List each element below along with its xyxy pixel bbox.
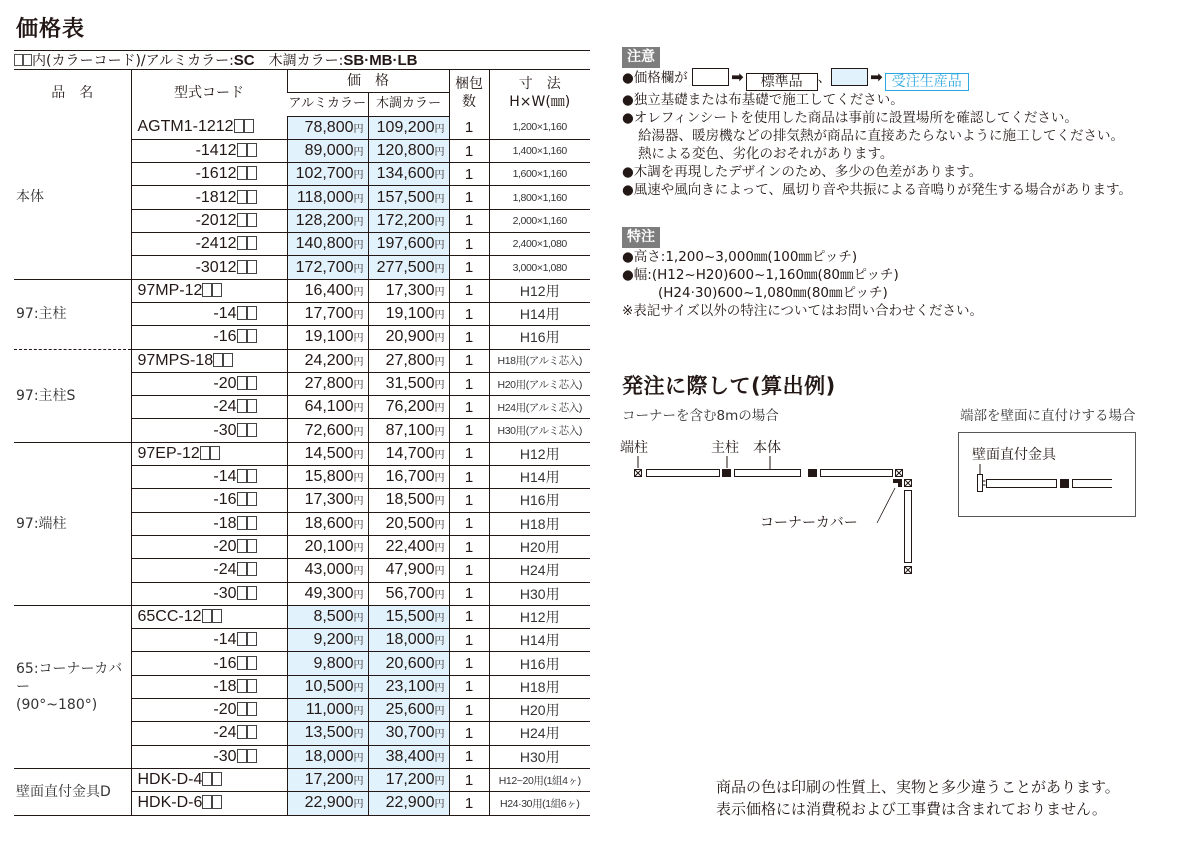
price-alu: 13,500円 (287, 722, 368, 745)
price-alu: 8,500円 (287, 605, 368, 628)
package-qty: 1 (449, 745, 489, 768)
model-code: -24 (131, 722, 287, 745)
header-name: 品 名 (14, 70, 131, 117)
package-qty: 1 (449, 675, 489, 698)
model-code: -30 (131, 582, 287, 605)
color-code-placeholder-icon (247, 586, 257, 600)
package-qty: 1 (449, 233, 489, 256)
model-code: -16 (131, 326, 287, 349)
main-post-icon (808, 469, 817, 477)
price-wood: 20,600円 (368, 652, 449, 675)
corner-layout-diagram (615, 430, 925, 580)
model-code: -14 (131, 629, 287, 652)
color-code-placeholder-icon (247, 492, 257, 506)
end-post-icon (635, 470, 642, 477)
note-item: ●独立基礎または布基礎で施工してください。 (622, 92, 904, 108)
color-code-placeholder-icon (237, 516, 247, 530)
price-wood: 20,500円 (368, 512, 449, 535)
price-wood: 157,500円 (368, 186, 449, 209)
wall-mount-diagram (958, 432, 1136, 517)
color-code-placeholder-icon (244, 119, 254, 133)
package-qty: 1 (449, 116, 489, 139)
price-wood: 19,100円 (368, 302, 449, 325)
main-post-label: 主柱 (711, 440, 739, 456)
model-code: -20 (131, 699, 287, 722)
package-qty: 1 (449, 699, 489, 722)
dimensions: H18用 (489, 675, 590, 698)
color-code-placeholder-icon (223, 353, 233, 367)
price-alu: 43,000円 (287, 559, 368, 582)
note-item: ●オレフィンシートを使用した商品は事前に設置場所を確認してください。 (622, 110, 1078, 126)
package-qty: 1 (449, 512, 489, 535)
price-wood: 14,700円 (368, 442, 449, 465)
model-code: 65CC-12 (131, 605, 287, 628)
price-alu: 102,700円 (287, 163, 368, 186)
price-alu: 118,000円 (287, 186, 368, 209)
color-code-placeholder-icon (247, 702, 257, 716)
standard-label: 標準品 (746, 73, 818, 91)
color-code-placeholder-icon (247, 539, 257, 553)
price-wood: 31,500円 (368, 372, 449, 395)
caution-label: 注意 (622, 47, 660, 68)
color-code-note: 内(カラーコード)/アルミカラー:SC 木調カラー:SB·MB·LB (14, 50, 590, 70)
corner-cover-label: コーナーカバー (760, 515, 858, 531)
price-alu: 72,600円 (287, 419, 368, 442)
price-wood: 22,900円 (368, 792, 449, 815)
product-name: 壁面直付金具D (14, 768, 131, 815)
model-code: -30 (131, 745, 287, 768)
package-qty: 1 (449, 326, 489, 349)
price-alu: 49,300円 (287, 582, 368, 605)
color-code-placeholder-icon (247, 632, 257, 646)
model-code: -2012 (131, 209, 287, 232)
special-width: ●幅:(H12~H20)600~1,160㎜(80㎜ピッチ) (622, 267, 899, 283)
color-code-placeholder-icon (247, 725, 257, 739)
model-code: HDK-D-4 (131, 768, 287, 791)
package-qty: 1 (449, 279, 489, 302)
color-code-placeholder-icon (237, 749, 247, 763)
corner-case-caption: コーナーを含む8mの場合 (622, 408, 779, 424)
price-wood: 18,500円 (368, 489, 449, 512)
color-code-placeholder-icon (247, 516, 257, 530)
price-alu: 17,300円 (287, 489, 368, 512)
package-qty: 1 (449, 768, 489, 791)
special-order-section (622, 227, 1182, 320)
color-code-placeholder-icon (237, 190, 247, 204)
price-alu: 18,000円 (287, 745, 368, 768)
price-alu: 78,800円 (287, 116, 368, 139)
body-label: 本体 (753, 440, 781, 456)
wall-bracket-label: 壁面直付金具 (972, 447, 1056, 463)
color-code-placeholder-icon (213, 353, 223, 367)
color-code-placeholder-icon (237, 213, 247, 227)
color-code-placeholder-icon (14, 54, 23, 66)
dimensions: H24用 (489, 559, 590, 582)
color-code-placeholder-icon (237, 166, 247, 180)
model-code: -3012 (131, 256, 287, 279)
wall-case-caption: 端部を壁面に直付けする場合 (960, 408, 1136, 424)
main-post-icon (1060, 479, 1069, 488)
model-code: AGTM1-1212 (131, 116, 287, 139)
price-wood: 172,200円 (368, 209, 449, 232)
note-item: 給湯器、暖房機などの排気熱が商品に直接あたらないように施工してください。 (638, 128, 1124, 144)
made-to-order-swatch (831, 68, 868, 86)
dimensions: H24用 (489, 722, 590, 745)
color-code-placeholder-icon (237, 469, 247, 483)
price-alu: 27,800円 (287, 372, 368, 395)
caution-section (622, 47, 1182, 199)
color-code-placeholder-icon (202, 795, 212, 809)
package-qty: 1 (449, 442, 489, 465)
model-code: -18 (131, 512, 287, 535)
price-alu: 20,100円 (287, 535, 368, 558)
price-wood: 18,000円 (368, 629, 449, 652)
price-wood: 76,200円 (368, 396, 449, 419)
color-code-placeholder-icon (237, 329, 247, 343)
arrow-right-icon: ➡ (870, 68, 883, 86)
price-wood: 22,400円 (368, 535, 449, 558)
color-code-placeholder-icon (247, 213, 257, 227)
price-alu: 9,200円 (287, 629, 368, 652)
note-item: ●木調を再現したデザインのため、多少の色差があります。 (622, 164, 983, 180)
price-wood: 15,500円 (368, 605, 449, 628)
special-height: ●高さ:1,200~3,000㎜(100㎜ピッチ) (622, 249, 858, 265)
color-code-placeholder-icon (237, 586, 247, 600)
dimensions: 1,800×1,160 (489, 186, 590, 209)
dimensions: H18用(アルミ芯入) (489, 349, 590, 372)
price-wood: 47,900円 (368, 559, 449, 582)
price-alu: 19,100円 (287, 326, 368, 349)
price-alu: 24,200円 (287, 349, 368, 372)
color-code-placeholder-icon (212, 795, 222, 809)
dimensions: H16用 (489, 652, 590, 675)
color-code-placeholder-icon (210, 446, 220, 460)
dimensions: H30用 (489, 582, 590, 605)
color-code-placeholder-icon (202, 772, 212, 786)
price-wood: 16,700円 (368, 466, 449, 489)
package-qty: 1 (449, 535, 489, 558)
color-code-placeholder-icon (237, 656, 247, 670)
disclaimer: 商品の色は印刷の性質上、実物と多少違うことがあります。 表示価格には消費税および工事費は含まれておりません。 (716, 778, 1120, 818)
price-wood: 134,600円 (368, 163, 449, 186)
color-code-placeholder-icon (237, 492, 247, 506)
color-code-placeholder-icon (212, 609, 222, 623)
color-code-placeholder-icon (237, 260, 247, 274)
price-alu: 14,500円 (287, 442, 368, 465)
package-qty: 1 (449, 419, 489, 442)
color-code-placeholder-icon (234, 119, 244, 133)
model-code: -24 (131, 396, 287, 419)
price-alu: 17,200円 (287, 768, 368, 791)
color-code-placeholder-icon (247, 749, 257, 763)
package-qty: 1 (449, 139, 489, 162)
arrow-right-icon: ➡ (731, 68, 744, 86)
dimensions: H18用 (489, 512, 590, 535)
package-qty: 1 (449, 186, 489, 209)
end-post-icon (905, 567, 912, 574)
table-row (14, 605, 590, 628)
price-wood: 17,200円 (368, 768, 449, 791)
price-wood: 56,700円 (368, 582, 449, 605)
price-alu: 22,900円 (287, 792, 368, 815)
price-alu: 172,700円 (287, 256, 368, 279)
dimensions: H12~20用(1組4ヶ) (489, 768, 590, 791)
price-legend: ●価格欄が ➡ 標準品 、 ➡ 受注生産品 (622, 68, 1182, 91)
dimensions: 2,000×1,160 (489, 209, 590, 232)
color-code-placeholder-icon (237, 306, 247, 320)
color-code-placeholder-icon (202, 283, 212, 297)
color-code-placeholder-icon (237, 679, 247, 693)
table-row (14, 442, 590, 465)
package-qty: 1 (449, 582, 489, 605)
price-wood: 17,300円 (368, 279, 449, 302)
package-qty: 1 (449, 652, 489, 675)
dimensions: 1,400×1,160 (489, 139, 590, 162)
price-wood: 25,600円 (368, 699, 449, 722)
special-width-2: (H24·30)600~1,080㎜(80㎜ピッチ) (658, 285, 888, 301)
dimensions: H20用(アルミ芯入) (489, 372, 590, 395)
dimensions: H30用(アルミ芯入) (489, 419, 590, 442)
color-code-placeholder-icon (247, 562, 257, 576)
color-code-placeholder-icon (212, 283, 222, 297)
header-size: 寸 法 H×W(㎜) (489, 70, 590, 117)
dimensions: H20用 (489, 699, 590, 722)
color-code-placeholder-icon (212, 772, 222, 786)
price-alu: 15,800円 (287, 466, 368, 489)
product-name: 97:主柱 (14, 279, 131, 349)
price-alu: 89,000円 (287, 139, 368, 162)
color-code-placeholder-icon (237, 399, 247, 413)
price-alu: 128,200円 (287, 209, 368, 232)
model-code: -20 (131, 535, 287, 558)
package-qty: 1 (449, 163, 489, 186)
price-wood: 109,200円 (368, 116, 449, 139)
end-post-icon (896, 470, 903, 477)
model-code: HDK-D-6 (131, 792, 287, 815)
header-price: 価 格 (287, 70, 449, 93)
package-qty: 1 (449, 605, 489, 628)
product-name: 97:端柱 (14, 442, 131, 605)
color-code-placeholder-icon (247, 306, 257, 320)
price-alu: 18,600円 (287, 512, 368, 535)
dimensions: H24·30用(1組6ヶ) (489, 792, 590, 815)
package-qty: 1 (449, 466, 489, 489)
color-code-placeholder-icon (237, 702, 247, 716)
model-code: -14 (131, 302, 287, 325)
dimensions: 1,600×1,160 (489, 163, 590, 186)
model-code: -20 (131, 372, 287, 395)
end-post-icon (905, 480, 912, 487)
page-title: 価格表 (16, 17, 86, 42)
price-wood: 38,400円 (368, 745, 449, 768)
dimensions: H14用 (489, 466, 590, 489)
model-code: 97EP-12 (131, 442, 287, 465)
color-code-placeholder-icon (247, 469, 257, 483)
dimensions: H12用 (489, 442, 590, 465)
price-wood: 27,800円 (368, 349, 449, 372)
color-code-placeholder-icon (23, 54, 32, 66)
made-to-order-label: 受注生産品 (885, 73, 969, 91)
price-alu: 11,000円 (287, 699, 368, 722)
package-qty: 1 (449, 209, 489, 232)
model-code: -16 (131, 489, 287, 512)
price-wood: 120,800円 (368, 139, 449, 162)
price-alu: 17,700円 (287, 302, 368, 325)
model-code: -24 (131, 559, 287, 582)
package-qty: 1 (449, 722, 489, 745)
dimensions: H16用 (489, 489, 590, 512)
color-code-placeholder-icon (247, 656, 257, 670)
price-table-body (14, 116, 590, 815)
color-code-placeholder-icon (237, 632, 247, 646)
model-code: -1412 (131, 139, 287, 162)
product-name: 本体 (14, 116, 131, 279)
main-post-icon (722, 469, 731, 477)
table-row (14, 279, 590, 302)
header-code: 型式コード (131, 70, 287, 117)
model-code: -2412 (131, 233, 287, 256)
color-code-placeholder-icon (237, 423, 247, 437)
price-wood: 23,100円 (368, 675, 449, 698)
price-alu: 16,400円 (287, 279, 368, 302)
header-price-alu: アルミカラー (287, 93, 368, 116)
price-alu: 9,800円 (287, 652, 368, 675)
color-code-placeholder-icon (237, 562, 247, 576)
special-inquiry: ※表記サイズ以外の特注についてはお問い合わせください。 (622, 303, 983, 319)
color-code-placeholder-icon (247, 143, 257, 157)
dimensions: H30用 (489, 745, 590, 768)
price-wood: 87,100円 (368, 419, 449, 442)
wall-bracket-icon (978, 475, 983, 492)
dimensions: H16用 (489, 326, 590, 349)
package-qty: 1 (449, 489, 489, 512)
standard-swatch (692, 68, 729, 86)
package-qty: 1 (449, 629, 489, 652)
price-wood: 197,600円 (368, 233, 449, 256)
dimensions: H24用(アルミ芯入) (489, 396, 590, 419)
note-item: 熱による変色、劣化のおそれがあります。 (638, 146, 894, 162)
table-row (14, 116, 590, 139)
price-alu: 140,800円 (287, 233, 368, 256)
price-alu: 10,500円 (287, 675, 368, 698)
model-code: -16 (131, 652, 287, 675)
note-item: ●風速や風向きによって、風切り音や共振による音鳴りが発生する場合があります。 (622, 182, 1132, 198)
price-table (14, 69, 590, 816)
price-wood: 277,500円 (368, 256, 449, 279)
model-code: -1612 (131, 163, 287, 186)
model-code: -1812 (131, 186, 287, 209)
dimensions: H12用 (489, 605, 590, 628)
package-qty: 1 (449, 559, 489, 582)
color-code-placeholder-icon (237, 725, 247, 739)
color-code-placeholder-icon (237, 236, 247, 250)
color-code-placeholder-icon (237, 143, 247, 157)
package-qty: 1 (449, 302, 489, 325)
dimensions: 3,000×1,080 (489, 256, 590, 279)
dimensions: H12用 (489, 279, 590, 302)
package-qty: 1 (449, 396, 489, 419)
special-order-label: 特注 (622, 227, 660, 248)
color-code-placeholder-icon (247, 376, 257, 390)
color-code-placeholder-icon (202, 609, 212, 623)
color-code-placeholder-icon (247, 236, 257, 250)
color-code-placeholder-icon (247, 166, 257, 180)
model-code: -30 (131, 419, 287, 442)
model-code: -18 (131, 675, 287, 698)
color-code-placeholder-icon (247, 399, 257, 413)
price-wood: 30,700円 (368, 722, 449, 745)
price-wood: 20,900円 (368, 326, 449, 349)
header-qty: 梱包 数 (449, 70, 489, 117)
package-qty: 1 (449, 372, 489, 395)
dimensions: H20用 (489, 535, 590, 558)
color-code-placeholder-icon (237, 539, 247, 553)
package-qty: 1 (449, 256, 489, 279)
corner-cover-icon (893, 479, 902, 487)
dimensions: 1,200×1,160 (489, 116, 590, 139)
dimensions: H14用 (489, 629, 590, 652)
table-row (14, 768, 590, 791)
model-code: 97MP-12 (131, 279, 287, 302)
dimensions: 2,400×1,080 (489, 233, 590, 256)
product-name: 97:主柱S (14, 349, 131, 442)
model-code: 97MPS-18 (131, 349, 287, 372)
product-name: 65:コーナーカバー (90°~180°) (14, 605, 131, 768)
color-code-placeholder-icon (247, 260, 257, 274)
end-post-label: 端柱 (620, 440, 648, 456)
dimensions: H14用 (489, 302, 590, 325)
model-code: -14 (131, 466, 287, 489)
package-qty: 1 (449, 349, 489, 372)
color-code-placeholder-icon (200, 446, 210, 460)
color-code-placeholder-icon (247, 329, 257, 343)
color-code-placeholder-icon (247, 423, 257, 437)
color-code-placeholder-icon (247, 190, 257, 204)
color-code-placeholder-icon (247, 679, 257, 693)
ordering-title: 発注に際して(算出例) (622, 374, 836, 398)
header-price-wood: 木調カラー (368, 93, 449, 116)
package-qty: 1 (449, 792, 489, 815)
color-code-placeholder-icon (237, 376, 247, 390)
price-alu: 64,100円 (287, 396, 368, 419)
table-row (14, 349, 590, 372)
